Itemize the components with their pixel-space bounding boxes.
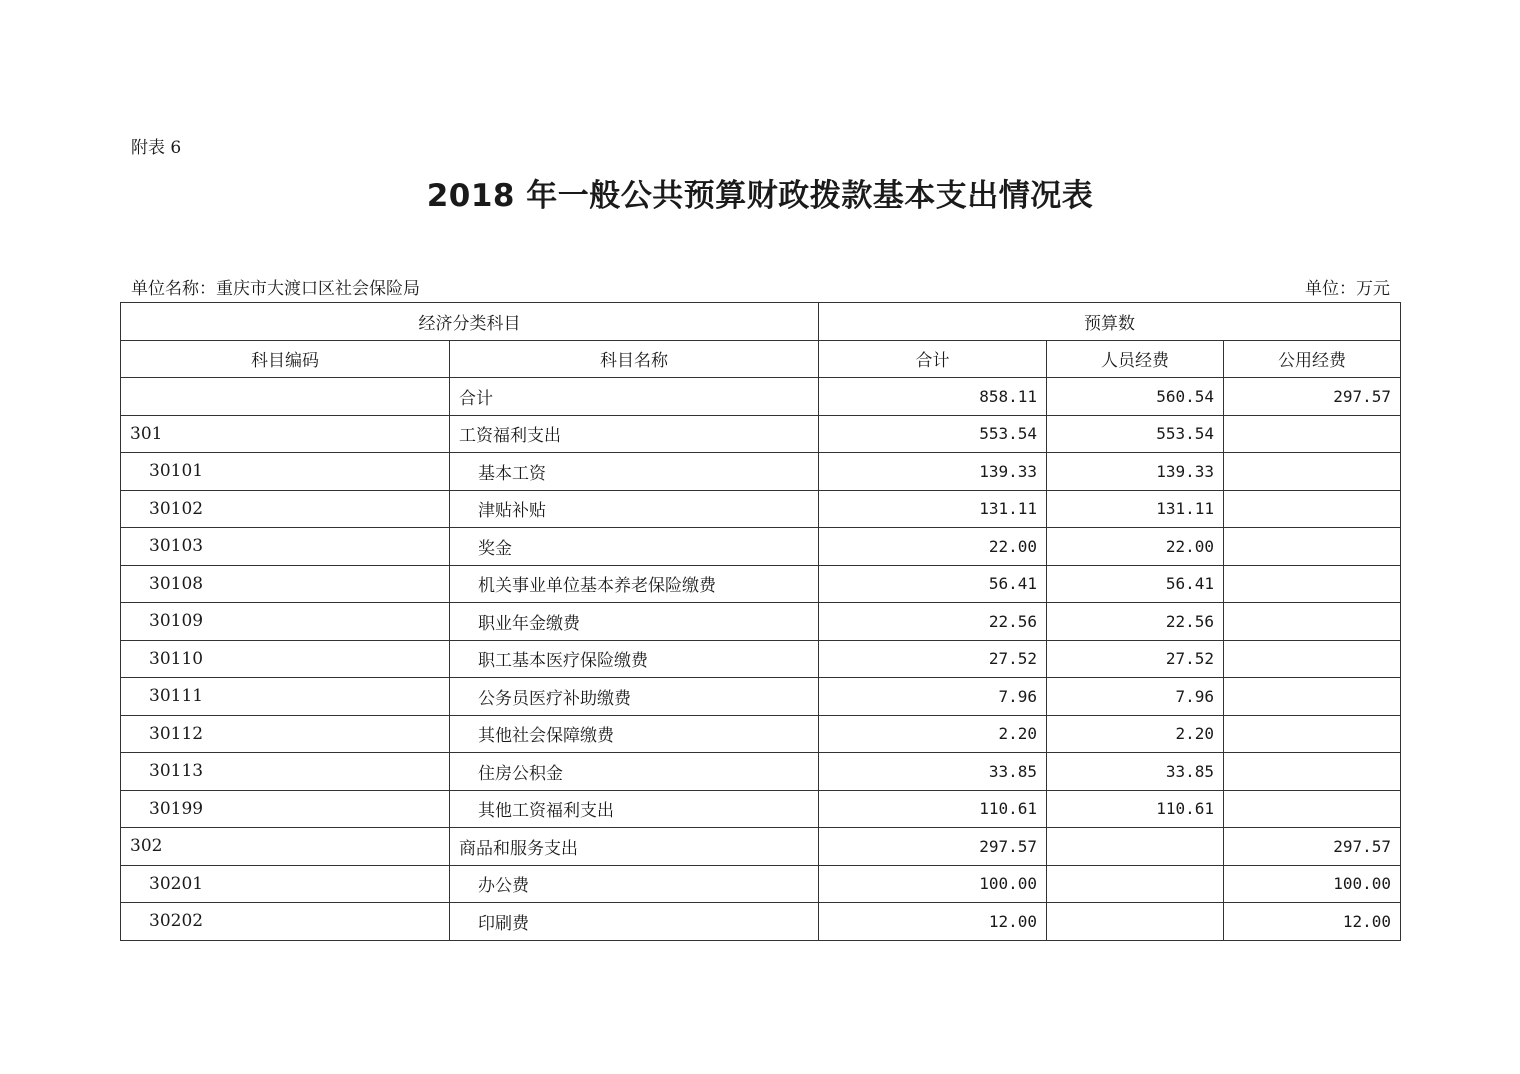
cell-public: 297.57 (1224, 378, 1401, 416)
column-header-name: 科目名称 (450, 340, 819, 378)
attachment-label: 附表 6 (131, 138, 182, 158)
column-header-public: 公用经费 (1224, 340, 1401, 378)
cell-total: 22.56 (819, 603, 1047, 641)
table-row (121, 753, 1401, 791)
document-title: 2018 年一般公共预算财政拨款基本支出情况表 (426, 178, 1094, 214)
cell-code: 302 (121, 828, 450, 866)
table-row (121, 528, 1401, 566)
cell-code: 30109 (121, 603, 450, 641)
cell-personnel: 131.11 (1047, 490, 1224, 528)
cell-personnel: 7.96 (1047, 678, 1224, 716)
cell-public (1224, 753, 1401, 791)
cell-public: 12.00 (1224, 903, 1401, 941)
table-body (121, 378, 1401, 941)
cell-code: 30101 (121, 453, 450, 491)
cell-total: 858.11 (819, 378, 1047, 416)
cell-code: 30110 (121, 640, 450, 678)
cell-personnel (1047, 828, 1224, 866)
cell-total: 100.00 (819, 865, 1047, 903)
cell-personnel: 139.33 (1047, 453, 1224, 491)
cell-personnel: 110.61 (1047, 790, 1224, 828)
table-row (121, 603, 1401, 641)
column-header-code: 科目编码 (121, 340, 450, 378)
cell-public: 100.00 (1224, 865, 1401, 903)
cell-code: 30202 (121, 903, 450, 941)
cell-name: 合计 (450, 378, 819, 416)
cell-name: 公务员医疗补助缴费 (450, 678, 819, 716)
table-group-header-row (121, 303, 1401, 341)
cell-personnel: 2.20 (1047, 715, 1224, 753)
cell-code: 301 (121, 415, 450, 453)
cell-total: 139.33 (819, 453, 1047, 491)
cell-name: 住房公积金 (450, 753, 819, 791)
cell-public: 297.57 (1224, 828, 1401, 866)
cell-name: 商品和服务支出 (450, 828, 819, 866)
cell-public (1224, 678, 1401, 716)
table-row (121, 865, 1401, 903)
cell-total: 2.20 (819, 715, 1047, 753)
cell-personnel: 22.00 (1047, 528, 1224, 566)
table-row (121, 565, 1401, 603)
cell-name: 其他工资福利支出 (450, 790, 819, 828)
cell-public (1224, 603, 1401, 641)
table-row (121, 715, 1401, 753)
cell-public (1224, 790, 1401, 828)
table-row (121, 453, 1401, 491)
cell-personnel: 33.85 (1047, 753, 1224, 791)
cell-personnel: 560.54 (1047, 378, 1224, 416)
cell-personnel: 22.56 (1047, 603, 1224, 641)
group-header-budget-amount: 预算数 (819, 303, 1401, 341)
table-row (121, 790, 1401, 828)
cell-code: 30112 (121, 715, 450, 753)
cell-total: 553.54 (819, 415, 1047, 453)
cell-personnel: 56.41 (1047, 565, 1224, 603)
cell-name: 奖金 (450, 528, 819, 566)
table-row (121, 490, 1401, 528)
table-row (121, 903, 1401, 941)
cell-total: 110.61 (819, 790, 1047, 828)
currency-unit-label: 单位：万元 (1305, 279, 1390, 299)
cell-public (1224, 453, 1401, 491)
cell-total: 12.00 (819, 903, 1047, 941)
unit-name-label: 单位名称：重庆市大渡口区社会保险局 (131, 279, 420, 299)
cell-personnel (1047, 903, 1224, 941)
budget-table (120, 302, 1401, 941)
cell-code (121, 378, 450, 416)
cell-name: 办公费 (450, 865, 819, 903)
cell-name: 职工基本医疗保险缴费 (450, 640, 819, 678)
cell-public (1224, 565, 1401, 603)
table-row (121, 828, 1401, 866)
cell-public (1224, 640, 1401, 678)
cell-name: 津贴补贴 (450, 490, 819, 528)
table-row (121, 678, 1401, 716)
cell-public (1224, 715, 1401, 753)
cell-code: 30199 (121, 790, 450, 828)
cell-total: 33.85 (819, 753, 1047, 791)
cell-total: 297.57 (819, 828, 1047, 866)
cell-name: 工资福利支出 (450, 415, 819, 453)
cell-personnel: 27.52 (1047, 640, 1224, 678)
cell-code: 30108 (121, 565, 450, 603)
cell-code: 30111 (121, 678, 450, 716)
column-header-personnel: 人员经费 (1047, 340, 1224, 378)
cell-code: 30102 (121, 490, 450, 528)
cell-total: 22.00 (819, 528, 1047, 566)
column-header-total: 合计 (819, 340, 1047, 378)
cell-name: 基本工资 (450, 453, 819, 491)
cell-total: 7.96 (819, 678, 1047, 716)
cell-public (1224, 528, 1401, 566)
table-row (121, 378, 1401, 416)
cell-public (1224, 490, 1401, 528)
cell-code: 30103 (121, 528, 450, 566)
table-row (121, 415, 1401, 453)
cell-name: 机关事业单位基本养老保险缴费 (450, 565, 819, 603)
cell-total: 56.41 (819, 565, 1047, 603)
cell-code: 30113 (121, 753, 450, 791)
cell-name: 其他社会保障缴费 (450, 715, 819, 753)
group-header-economic-category: 经济分类科目 (121, 303, 819, 341)
table-column-header-row (121, 340, 1401, 378)
cell-public (1224, 415, 1401, 453)
cell-personnel: 553.54 (1047, 415, 1224, 453)
table-row (121, 640, 1401, 678)
cell-total: 131.11 (819, 490, 1047, 528)
cell-code: 30201 (121, 865, 450, 903)
cell-name: 职业年金缴费 (450, 603, 819, 641)
cell-personnel (1047, 865, 1224, 903)
cell-total: 27.52 (819, 640, 1047, 678)
cell-name: 印刷费 (450, 903, 819, 941)
